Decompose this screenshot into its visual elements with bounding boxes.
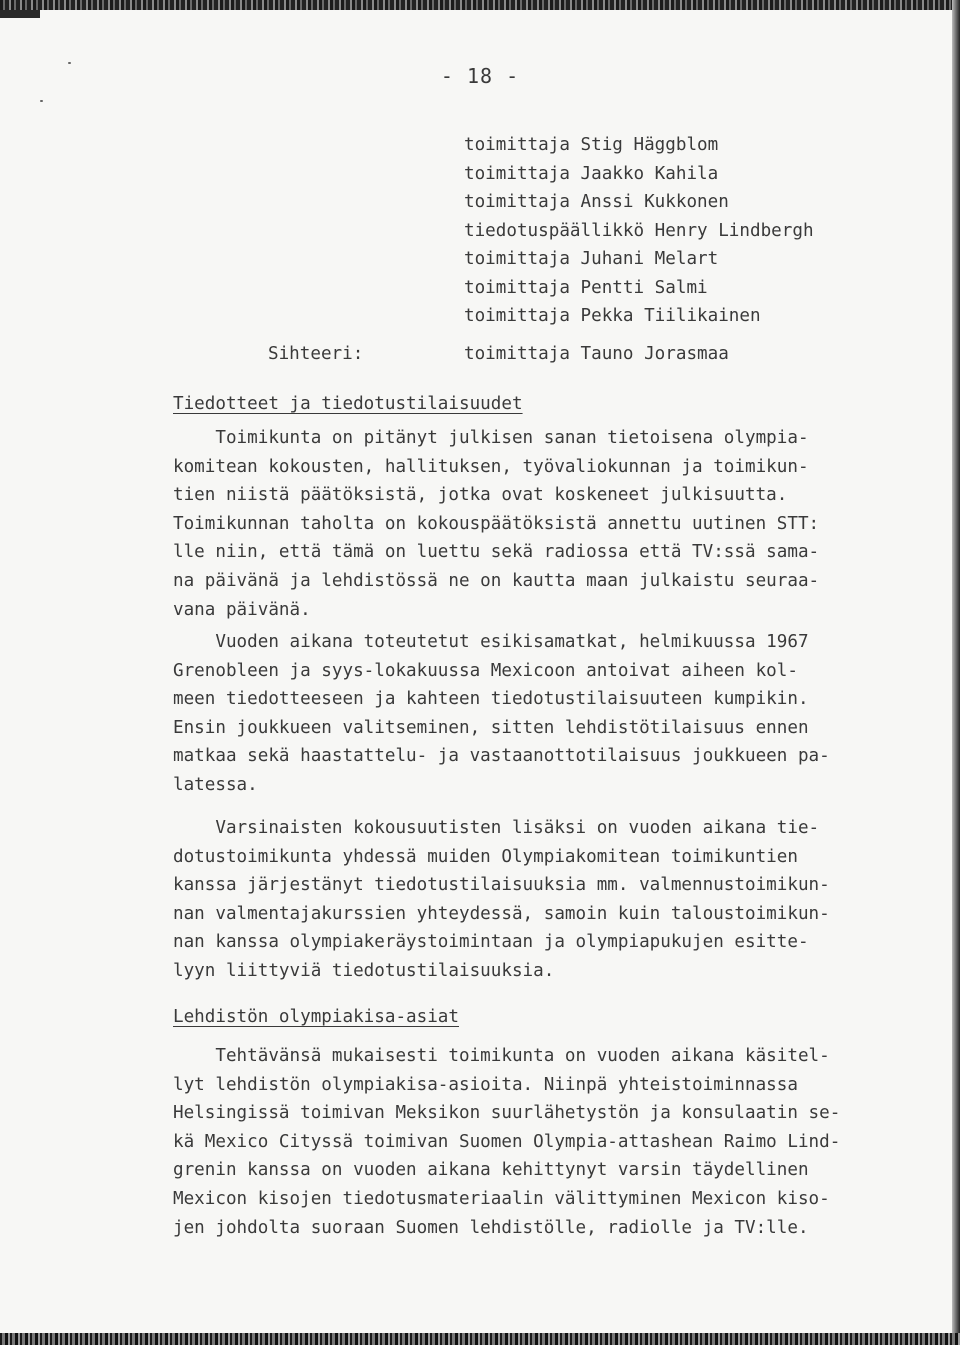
paragraph-line: Mexicon kisojen tiedotusmateriaalin välittyminen Mexicon kiso-	[173, 1188, 830, 1209]
paragraph-line: lyt lehdistön olympiakisa-asioita. Niinpä yhteistoiminnassa	[173, 1074, 798, 1095]
paragraph-line: Ensin joukkueen valitseminen, sitten lehdistötilaisuus ennen	[173, 717, 809, 738]
paragraph-line: na päivänä ja lehdistössä ne on kautta maan julkaistu seuraa-	[173, 570, 820, 591]
paragraph-line: jen johdolta suoraan Suomen lehdistölle, radiolle ja TV:lle.	[173, 1217, 809, 1238]
member-item: toimittaja Juhani Melart	[464, 249, 719, 269]
scan-edge-right	[952, 0, 960, 1345]
page-number: - 18 -	[440, 64, 520, 88]
paragraph-line: dotustoimikunta yhdessä muiden Olympiakomitean toimikuntien	[173, 846, 798, 867]
paragraph-line: Grenobleen ja syys-lokakuussa Mexicoon antoivat aiheen kol-	[173, 660, 798, 681]
paragraph-line: Vuoden aikana toteutetut esikisamatkat, helmikuussa 1967	[173, 632, 809, 652]
paragraph-line: latessa.	[173, 774, 258, 795]
section-heading-announcements: Tiedotteet ja tiedotustilaisuudet	[173, 394, 523, 414]
paragraph-line: matkaa sekä haastattelu- ja vastaanottotilaisuus joukkueen pa-	[173, 746, 830, 767]
member-item: toimittaja Jaakko Kahila	[464, 163, 719, 184]
paragraph-line: nan kanssa olympiakeräystoimintaan ja olympiapukujen esitte-	[173, 932, 809, 953]
member-item: toimittaja Pentti Salmi	[464, 277, 708, 298]
scan-edge-corner	[0, 10, 40, 18]
paragraph-line: nan valmentajakurssien yhteydessä, samoin kuin taloustoimikun-	[173, 903, 830, 924]
paragraph-line: Toimikunnan taholta on kokouspäätöksistä annettu uutinen STT:	[173, 513, 820, 534]
scan-dust	[40, 100, 43, 102]
paragraph	[173, 628, 913, 800]
member-item: toimittaja Anssi Kukkonen	[464, 192, 729, 212]
paragraph-line: grenin kanssa on vuoden aikana kehittynyt varsin täydellinen	[173, 1160, 809, 1181]
member-item: toimittaja Stig Häggblom	[464, 135, 719, 155]
paragraph-line: Helsingissä toimivan Meksikon suurlähetystön ja konsulaatin se-	[173, 1103, 841, 1124]
paragraph-line: Toimikunta on pitänyt julkisen sanan tietoisena olympia-	[173, 428, 809, 448]
paragraph-line: kä Mexico Cityssä toimivan Suomen Olympia-attashean Raimo Lind-	[173, 1131, 841, 1152]
section-heading-press: Lehdistön olympiakisa-asiat	[173, 1007, 459, 1027]
paragraph-line: Tehtävänsä mukaisesti toimikunta on vuoden aikana käsitel-	[173, 1046, 830, 1066]
paragraph-line: tien niistä päätöksistä, jotka ovat koskeneet julkisuutta.	[173, 485, 788, 506]
paragraph-line: meen tiedotteeseen ja kahteen tiedotustilaisuuteen kumpikin.	[173, 689, 809, 710]
paragraph-line: vana päivänä.	[173, 599, 311, 620]
paragraph-line: lle niin, että tämä on luettu sekä radiossa että TV:ssä sama-	[173, 542, 820, 563]
paragraph-line: Varsinaisten kokousuutisten lisäksi on vuoden aikana tie-	[173, 818, 820, 838]
secretary-value: toimittaja Tauno Jorasmaa	[464, 344, 729, 364]
scan-edge-bottom	[0, 1333, 960, 1345]
member-item: toimittaja Pekka Tiilikainen	[464, 306, 761, 326]
paragraph	[173, 814, 913, 986]
paragraph-line: komitean kokousten, hallituksen, työvaliokunnan ja toimikun-	[173, 456, 809, 477]
member-list	[464, 131, 814, 331]
member-item: tiedotuspäällikkö Henry Lindbergh	[464, 220, 814, 241]
paragraph-line: lyyn liittyviä tiedotustilaisuuksia.	[173, 960, 555, 981]
paragraph-line: kanssa järjestänyt tiedotustilaisuuksia mm. valmennustoimikun-	[173, 875, 830, 896]
secretary-label: Sihteeri:	[268, 344, 364, 364]
scan-edge-top	[0, 0, 960, 10]
paragraph	[173, 1042, 913, 1242]
paragraph	[173, 424, 913, 624]
